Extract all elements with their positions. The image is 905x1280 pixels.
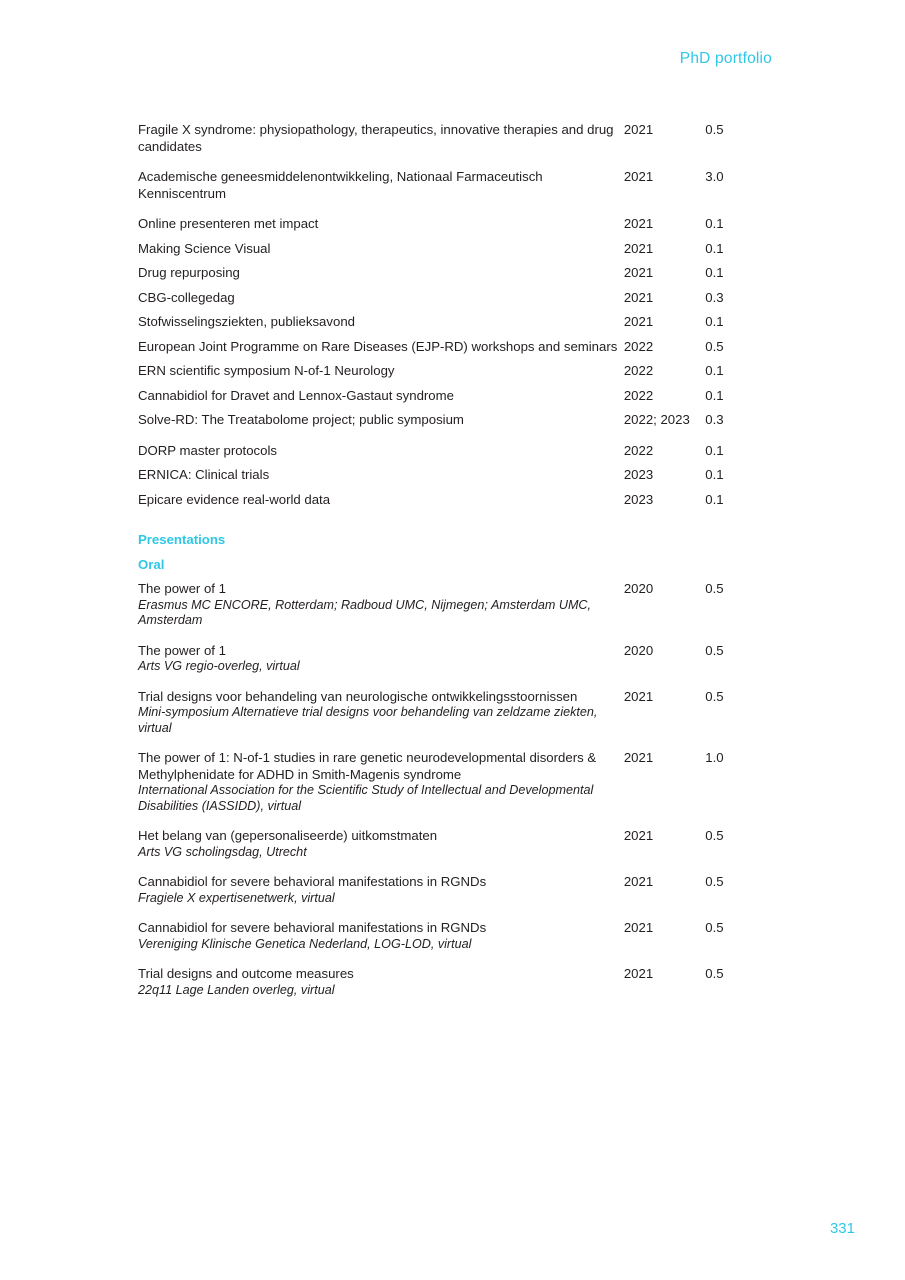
table-row — [138, 212, 768, 237]
entry-subtitle: Fragiele X expertisenetwerk, virtual — [138, 890, 335, 905]
entry-ects: 0.5 — [705, 966, 724, 981]
entry-title-cell — [138, 261, 624, 286]
entry-title: Drug repurposing — [138, 265, 240, 280]
entry-title: Academische geneesmiddelenontwikkeling, Nationaal Farmaceutisch Kenniscentrum — [138, 169, 543, 201]
entry-title: Cannabidiol for Dravet and Lennox-Gastaut syndrome — [138, 387, 454, 403]
entry-year: 2021 — [623, 216, 654, 231]
entry-year: 2020 — [623, 642, 654, 658]
page-header: PhD portfolio — [679, 50, 772, 67]
portfolio-table — [138, 118, 768, 1008]
entry-title: Solve-RD: The Treatabolome project; public symposium — [138, 412, 464, 427]
entry-year: 2021 — [623, 874, 654, 889]
entry-year: 2021 — [623, 240, 654, 256]
entry-year: 2021 — [623, 122, 654, 137]
entry-ects: 0.5 — [705, 874, 724, 889]
table-row — [138, 165, 768, 212]
entry-title: The power of 1: N-of-1 studies in rare genetic neurodevelopmental disorders & Methylphenidate for ADHD in Smith-Magenis syndrome — [138, 750, 597, 782]
entry-subtitle: Mini-symposium Alternatieve trial designs voor behandeling van zeldzame ziekten, virtual — [138, 705, 598, 735]
entry-subtitle: Arts VG scholingsdag, Utrecht — [138, 844, 307, 859]
entry-ects: 0.1 — [705, 491, 724, 507]
entry-year: 2022 — [623, 338, 654, 354]
entry-title-cell — [138, 916, 624, 962]
entry-title-cell — [138, 237, 624, 262]
entry-ects: 0.1 — [705, 442, 724, 458]
table-row — [138, 488, 768, 513]
entry-subtitle: Vereniging Klinische Genetica Nederland, LOG-LOD, virtual — [138, 936, 472, 951]
table-row — [138, 384, 768, 409]
entry-title-cell — [138, 212, 624, 237]
entry-subtitle: 22q11 Lage Landen overleg, virtual — [138, 982, 335, 997]
entry-title-cell — [138, 359, 624, 384]
entry-title-cell — [138, 286, 624, 311]
heading-label: Oral — [138, 556, 165, 572]
entry-title-cell — [138, 463, 624, 488]
table-row — [138, 261, 768, 286]
entry-title-cell — [138, 118, 624, 165]
entry-title: Stofwisselingsziekten, publieksavond — [138, 314, 355, 329]
entry-subtitle: Arts VG regio-overleg, virtual — [138, 659, 300, 673]
entry-title-cell — [138, 439, 624, 464]
table-row — [138, 916, 768, 962]
entry-title: Online presenteren met impact — [138, 216, 319, 231]
entry-year: 2021 — [623, 966, 654, 981]
entry-year: 2022 — [623, 363, 654, 378]
entry-title-cell — [138, 639, 624, 685]
entry-year: 2021 — [623, 265, 654, 280]
entry-year: 2021 — [623, 828, 654, 843]
table-row — [138, 962, 768, 1008]
entry-year: 2022 — [623, 442, 654, 458]
entry-title: Cannabidiol for severe behavioral manifestations in RGNDs — [138, 874, 487, 889]
table-row — [138, 310, 768, 335]
table-row — [138, 639, 768, 685]
table-row — [138, 746, 768, 824]
table-row — [138, 118, 768, 165]
entry-title-cell — [138, 310, 624, 335]
subsection-heading — [138, 551, 768, 578]
entry-title-cell — [138, 408, 624, 439]
entry-title: European Joint Programme on Rare Diseases (EJP-RD) workshops and seminars — [138, 338, 618, 354]
entry-title: ERN scientific symposium N-of-1 Neurology — [138, 363, 395, 378]
entry-title: Making Science Visual — [138, 240, 271, 256]
entry-ects: 0.5 — [705, 920, 724, 935]
entry-title-cell — [138, 824, 624, 870]
table-row — [138, 359, 768, 384]
entry-year: 2023 — [623, 491, 654, 507]
entry-ects: 0.3 — [705, 289, 724, 305]
entry-year: 2022; 2023 — [623, 412, 690, 427]
entry-ects: 0.1 — [705, 363, 724, 378]
entry-subtitle: International Association for the Scientific Study of Intellectual and Developmental Disabilities (IASSIDD), virtual — [138, 783, 594, 813]
entry-ects: 0.5 — [705, 828, 724, 843]
entry-title-cell — [138, 870, 624, 916]
section-heading — [138, 512, 768, 551]
entry-title-cell — [138, 165, 624, 212]
entry-ects: 3.0 — [705, 169, 724, 184]
entry-ects: 0.5 — [705, 642, 724, 658]
entry-title: Epicare evidence real-world data — [138, 491, 331, 507]
entry-title-cell — [138, 685, 624, 747]
portfolio-table-body — [138, 118, 768, 1008]
entry-title: CBG-collegedag — [138, 289, 235, 305]
entry-year: 2021 — [623, 750, 654, 765]
table-row — [138, 286, 768, 311]
entry-subtitle: Erasmus MC ENCORE, Rotterdam; Radboud UMC, Nijmegen; Amsterdam UMC, Amsterdam — [138, 597, 592, 627]
entry-title: The power of 1 — [138, 642, 226, 658]
table-row — [138, 439, 768, 464]
entry-title-cell — [138, 488, 624, 513]
table-row — [138, 824, 768, 870]
entry-ects: 0.1 — [705, 387, 724, 403]
entry-ects: 0.5 — [705, 688, 724, 704]
table-row — [138, 685, 768, 747]
table-row — [138, 237, 768, 262]
entry-title-cell — [138, 384, 624, 409]
entry-ects: 0.1 — [705, 467, 724, 482]
entry-ects: 0.5 — [705, 581, 724, 596]
entry-title-cell — [138, 962, 624, 1008]
entry-ects: 0.1 — [705, 240, 724, 256]
entry-ects: 0.1 — [705, 265, 724, 280]
entry-year: 2021 — [623, 920, 654, 935]
entry-title-cell — [138, 577, 624, 639]
entry-year: 2021 — [623, 688, 654, 704]
entry-title: ERNICA: Clinical trials — [138, 467, 270, 482]
table-row — [138, 463, 768, 488]
entry-ects: 0.1 — [705, 216, 724, 231]
entry-year: 2021 — [623, 169, 654, 184]
entry-title: DORP master protocols — [138, 442, 278, 458]
entry-ects: 0.3 — [705, 412, 724, 427]
entry-year: 2022 — [623, 387, 654, 403]
entry-ects: 0.5 — [705, 122, 724, 137]
page-number: 331 — [829, 1220, 855, 1237]
heading-label: Presentations — [138, 532, 226, 547]
table-row — [138, 870, 768, 916]
entry-title: Het belang van (gepersonaliseerde) uitkomstmaten — [138, 828, 438, 843]
entry-title: Cannabidiol for severe behavioral manifestations in RGNDs — [138, 920, 487, 935]
entry-title: Trial designs and outcome measures — [138, 966, 354, 981]
table-row — [138, 577, 768, 639]
table-row — [138, 408, 768, 439]
entry-year: 2021 — [623, 314, 654, 329]
entry-year: 2021 — [623, 289, 654, 305]
entry-title-cell — [138, 335, 624, 360]
entry-title: The power of 1 — [138, 581, 226, 596]
entry-ects: 0.1 — [705, 314, 724, 329]
entry-year: 2023 — [623, 467, 654, 482]
entry-ects: 0.5 — [705, 338, 724, 354]
entry-title-cell — [138, 746, 624, 824]
entry-title: Fragile X syndrome: physiopathology, therapeutics, innovative therapies and drug candidates — [138, 122, 614, 154]
portfolio-content — [138, 118, 768, 1008]
entry-title: Trial designs voor behandeling van neurologische ontwikkelingsstoornissen — [138, 688, 578, 704]
entry-ects: 1.0 — [705, 750, 724, 765]
table-row — [138, 335, 768, 360]
entry-year: 2020 — [623, 581, 654, 596]
